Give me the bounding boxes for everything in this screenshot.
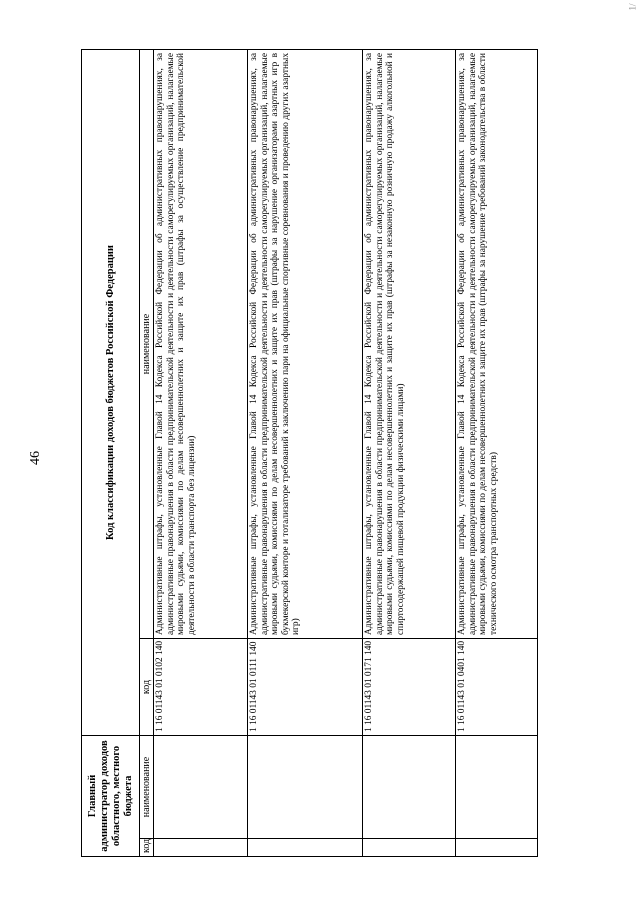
col-header-code: код — [140, 638, 154, 735]
cell-name: Административные штрафы, установленные Главой 14 Кодекса Российской Федерации об административных правонарушениях, за административные правонарушения в области предпринимательской деятельности и деятельности саморегулируемых организаций, налагаемые мировыми судьями, комиссиями по делам несовершеннолетних и защите их прав (штрафы за нарушение организаторами азартных игр в букмекерской конторе и тотализаторе требований к заключению пари на официальные спортивные соревнования и проведению других азартных игр) — [248, 49, 363, 638]
cell-name: Административные штрафы, установленные Главой 14 Кодекса Российской Федерации об административных правонарушениях, за административные правонарушения в области предпринимательской деятельности и деятельности саморегулируемых организаций, налагаемые мировыми судьями, комиссиями по делам несовершеннолетних и защите их прав (штрафы за осуществление предпринимательской деятельности в области транспорта без лицензии) — [154, 49, 248, 638]
cell-admin-code — [363, 839, 456, 857]
cell-admin-name — [154, 735, 248, 838]
table-row — [456, 49, 538, 856]
col-header-name: наименование — [140, 49, 154, 638]
cell-code: 1 16 01143 01 0171 140 — [363, 638, 456, 735]
col-header-admin-name: наименование — [140, 735, 154, 838]
cell-admin-name — [363, 735, 456, 838]
cell-code: 1 16 01143 01 0102 140 — [154, 638, 248, 735]
table-header-row — [82, 49, 140, 856]
cell-admin-code — [248, 839, 363, 857]
rotated-table-wrapper — [81, 50, 536, 857]
col-header-admin-code: код — [140, 839, 154, 857]
cell-code: 1 16 01143 01 0111 140 — [248, 638, 363, 735]
scan-mark: 1/ — [627, 3, 638, 11]
cell-admin-code — [154, 839, 248, 857]
cell-code: 1 16 01143 01 0401 140 — [456, 638, 538, 735]
table-subheader-row — [140, 49, 154, 856]
table-row — [363, 49, 456, 856]
table-row — [248, 49, 363, 856]
cell-admin-code — [456, 839, 538, 857]
classification-group-header: Код классификации доходов бюджетов Российской Федерации — [82, 49, 140, 735]
table-row — [154, 49, 248, 856]
table-stage — [81, 50, 536, 857]
cell-name: Административные штрафы, установленные Главой 14 Кодекса Российской Федерации об административных правонарушениях, за административные правонарушения в области предпринимательской деятельности и деятельности саморегулируемых организаций, налагаемые мировыми судьями, комиссиями по делам несовершеннолетних и защите их прав (штрафы за незаконную розничную продажу алкогольной и спиртосодержащей пищевой продукции физическими лицами) — [363, 49, 456, 638]
admin-group-header: Главный администратор доходов областного, местного бюджета — [82, 735, 140, 856]
cell-name: Административные штрафы, установленные Главой 14 Кодекса Российской Федерации об административных правонарушениях, за административные правонарушения в области предпринимательской деятельности и деятельности саморегулируемых организаций, налагаемые мировыми судьями, комиссиями по делам несовершеннолетних и защите их прав (штрафы за нарушение требований законодательства в области технического осмотра транспортных средств) — [456, 49, 538, 638]
cell-admin-name — [456, 735, 538, 838]
income-classification-table — [81, 49, 538, 857]
cell-admin-name — [248, 735, 363, 838]
page-number: 46 — [28, 451, 43, 465]
